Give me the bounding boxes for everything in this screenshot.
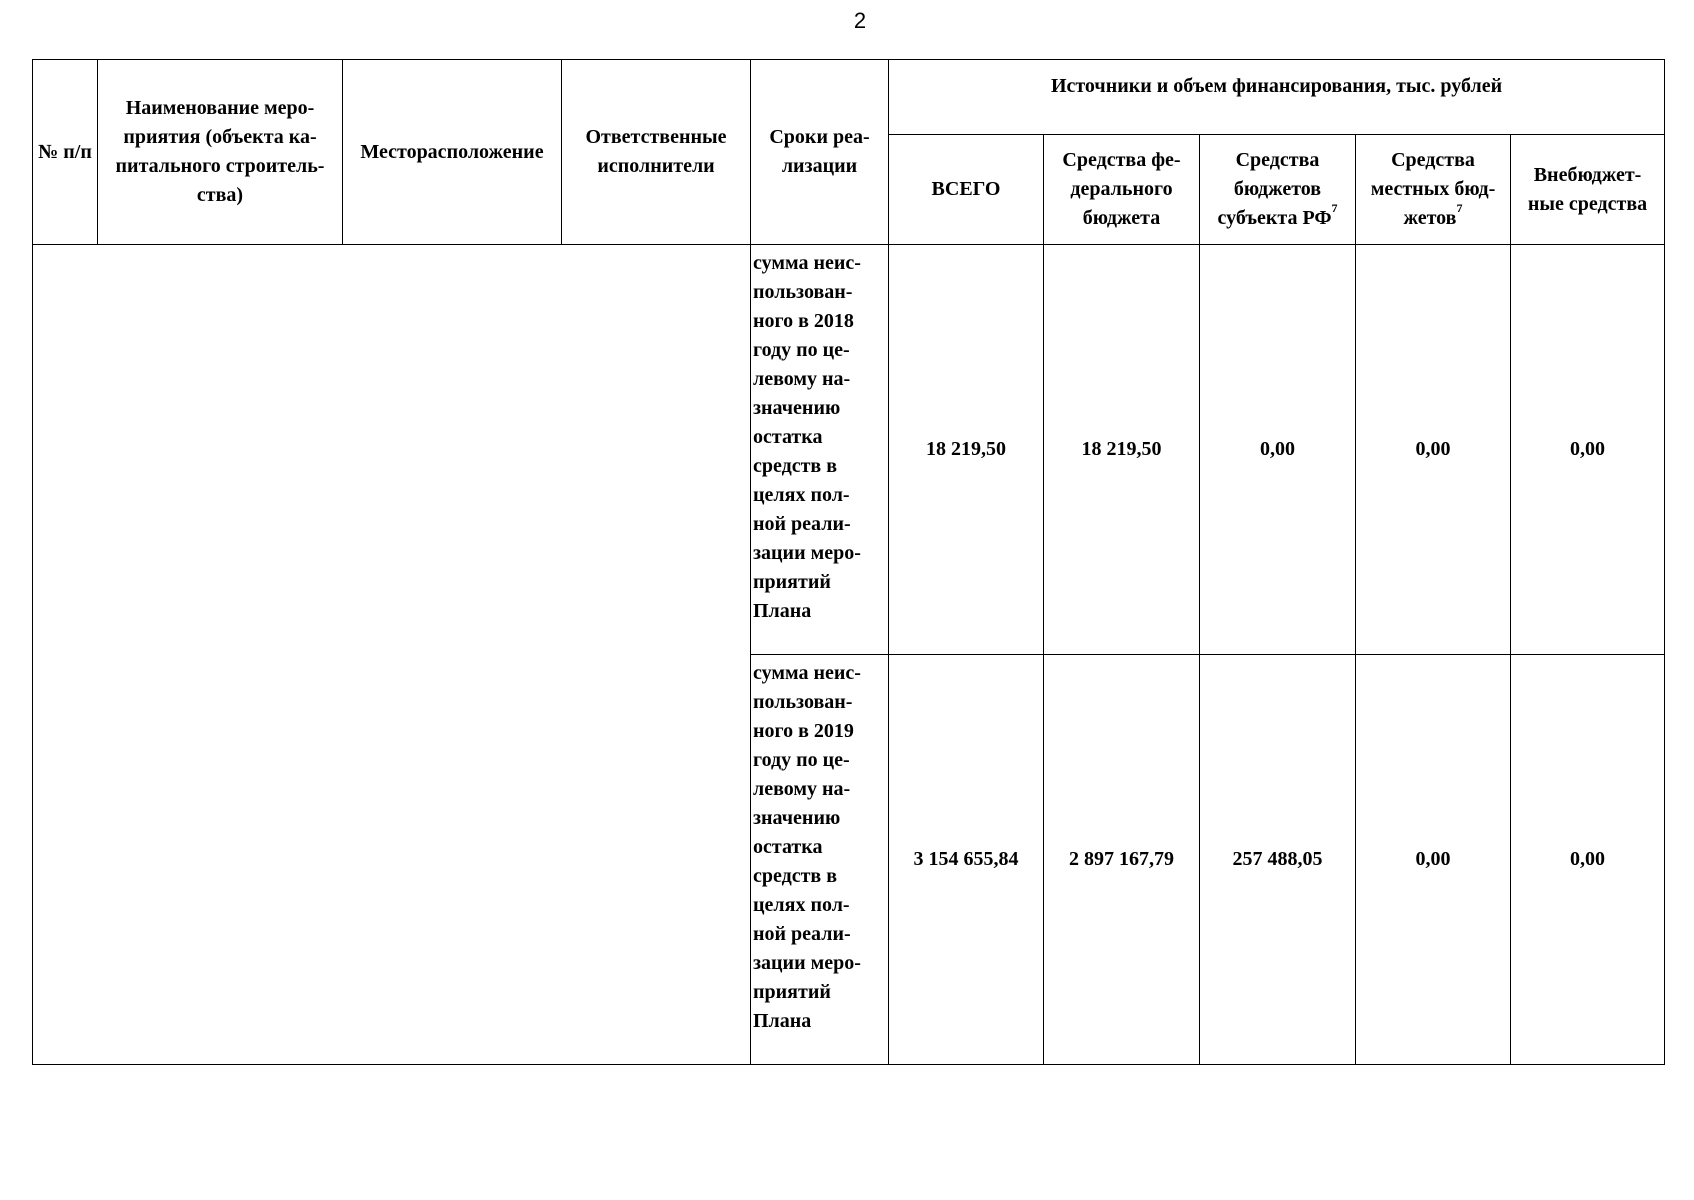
header-location: Месторасположение	[343, 60, 562, 245]
header-extrabudgetary: Внебюджет- ные средства	[1511, 135, 1665, 245]
header-subject-budget: Средства бюджетов субъекта $РФ^7$	[1200, 135, 1356, 245]
federal-value: 2 897 167,79	[1044, 655, 1200, 1065]
subject-value: 0,00	[1200, 245, 1356, 655]
total-value: 3 154 655,84	[889, 655, 1044, 1065]
period-cell: сумма неис- пользован- ного в 2019 году по це- левому на- значению остатка средств в целях пол- ной реали- зации меро- приятий Плана	[751, 655, 889, 1065]
subject-value: 257 488,05	[1200, 655, 1356, 1065]
local-value: 0,00	[1356, 245, 1511, 655]
extrabudget-value: 0,00	[1511, 245, 1665, 655]
header-total: ВСЕГО	[889, 135, 1044, 245]
merged-empty-cell	[33, 245, 751, 1065]
table-row	[33, 245, 1665, 655]
page-number: 2	[853, 8, 867, 33]
header-event-name: Наименование меро- приятия (объекта ка- питального строитель- ства)	[98, 60, 343, 245]
period-cell: сумма неис- пользован- ного в 2018 году по це- левому на- значению остатка средств в целях пол- ной реали- зации меро- приятий Плана	[751, 245, 889, 655]
header-terms: Сроки реа- лизации	[751, 60, 889, 245]
header-local-budget: Средства местных бюд- жетов$^7$	[1356, 135, 1511, 245]
extrabudget-value: 0,00	[1511, 655, 1665, 1065]
total-value: 18 219,50	[889, 245, 1044, 655]
header-financing-sources: Источники и объем финансирования, тыс. рублей	[889, 60, 1665, 135]
header-federal-budget: Средства фе- дерального бюджета	[1044, 135, 1200, 245]
local-value: 0,00	[1356, 655, 1511, 1065]
federal-value: 18 219,50	[1044, 245, 1200, 655]
header-num: № п/п	[33, 60, 98, 245]
financing-table	[32, 59, 1665, 1065]
header-executors: Ответственные исполнители	[562, 60, 751, 245]
